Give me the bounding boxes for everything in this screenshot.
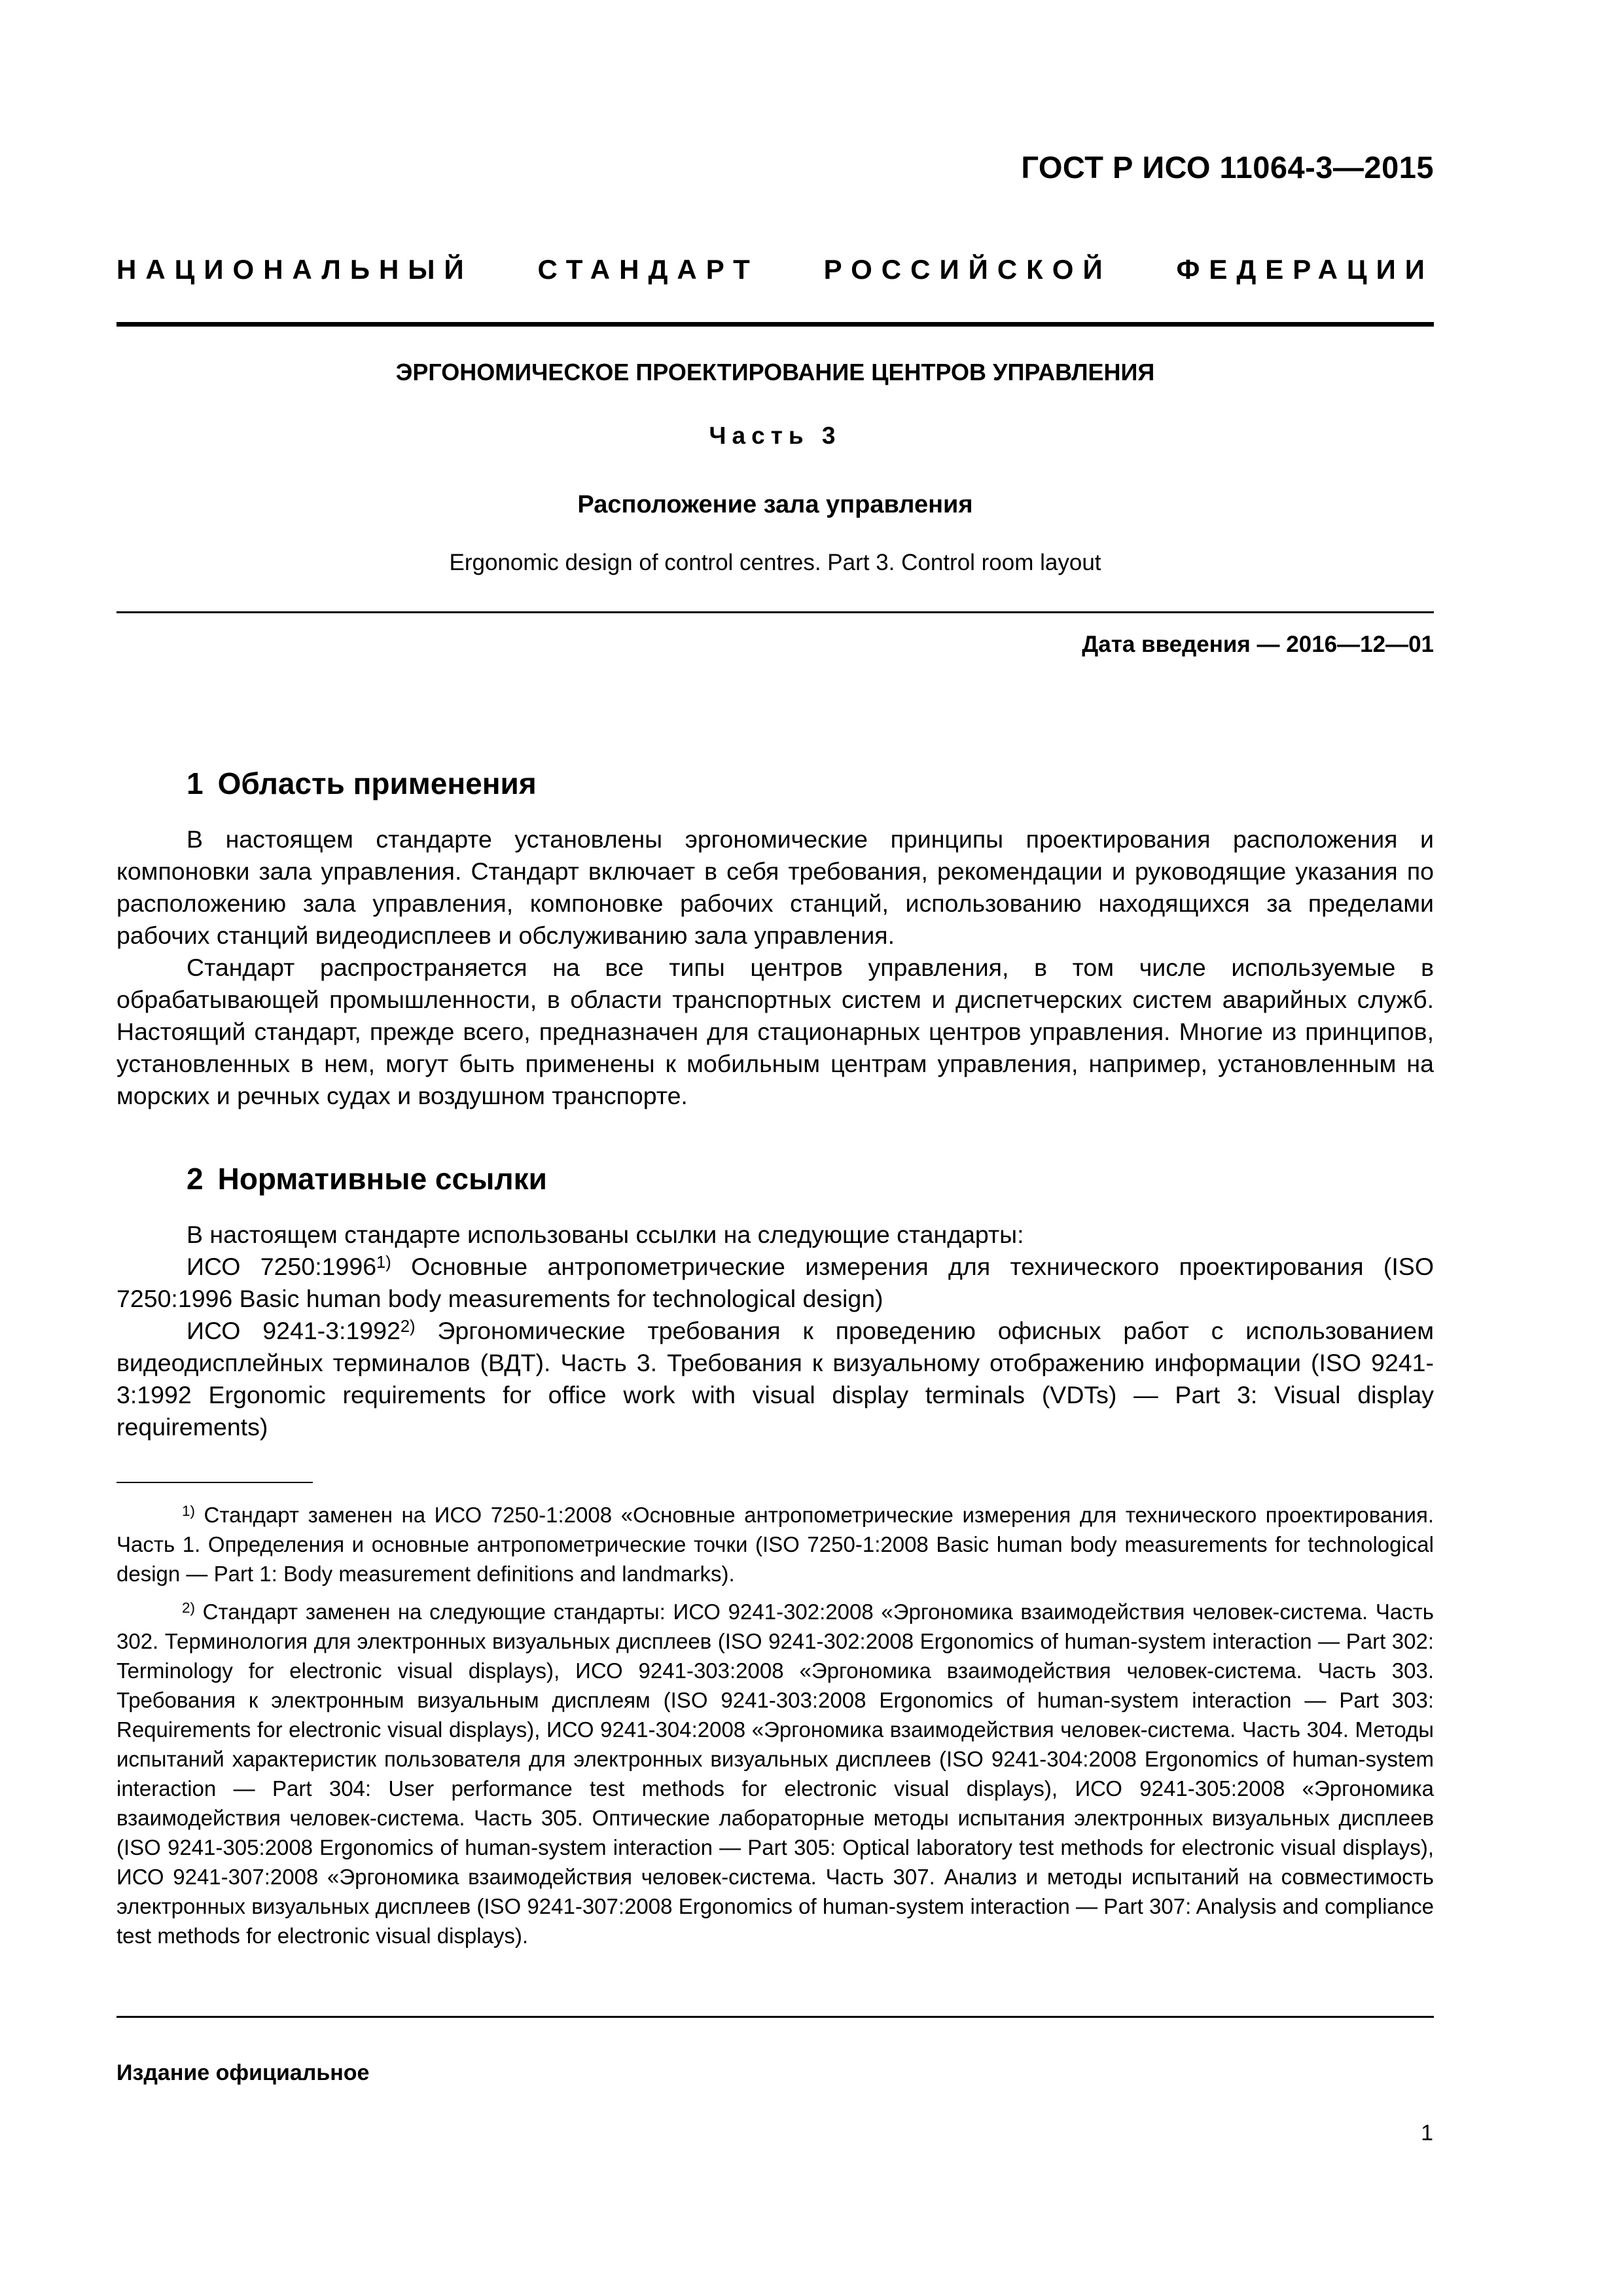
document-title: ЭРГОНОМИЧЕСКОЕ ПРОЕКТИРОВАНИЕ ЦЕНТРОВ УПРАВЛЕНИЯ: [395, 359, 1155, 386]
introduction-date: Дата введения — 2016—12—01: [1082, 632, 1434, 657]
section-2-heading: [187, 1161, 547, 1196]
footnote-text: Стандарт заменен на ИСО 7250-1:2008 «Основные антропометрические измерения для технического проектирования. Часть 1. Определения и основные антропометрические точки (ISO 7250-1:2008 Basic human body measurements for technological design — Part 1: Body measurement definitions and landmarks).: [116, 1503, 1434, 1586]
paragraph: В настоящем стандарте использованы ссылки на следующие стандарты:: [187, 1221, 1024, 1248]
section-1-heading: [187, 766, 537, 801]
footnote-text: Стандарт заменен на следующие стандарты: ИСО 9241-302:2008 «Эргономика взаимодействия человек-система. Часть 302. Терминология для электронных визуальных дисплеев (ISO 9241-302:2008 Ergonomics of human-system interaction — Part 302: Terminology for electronic visual displays), ИСО 9241-303:2008 «Эргономика взаимодействия человек-система. Часть 303. Требования к электронным визуальным дисплеям (ISO 9241-303:2008 Ergonomics of human-system interaction — Part 303: Requirements for electronic visual displays), ИСО 9241-304:2008 «Эргономика взаимодействия человек-система. Часть 304. Методы испытаний характеристик пользователя для электронных визуальных дисплеев (ISO 9241-304:2008 Ergonomics of human-system interaction — Part 304: User performance test methods for electronic visual displays), ИСО 9241-305:2008 «Эргономика взаимодействия человек-система. Часть 305. Оптические лабораторные методы испытания электронных визуальных дисплеев (ISO 9241-305:2008 Ergonomics of human-system interaction — Part 305: Optical laboratory test methods for electronic visual displays), ИСО 9241-307:2008 «Эргономика взаимодействия человек-система. Часть 307. Анализ и методы испытаний на совместимость электронных визуальных дисплеев (ISO 9241-307:2008 Ergonomics of human-system interaction — Part 307: Analysis and compliance test methods for electronic visual displays).: [116, 1600, 1434, 1948]
footnote-mark: 2): [182, 1599, 195, 1616]
footnotes: [116, 1500, 1434, 1959]
footnote-ref[interactable]: 2): [400, 1317, 416, 1336]
header-rule: [116, 322, 1434, 327]
section-number: 1: [187, 766, 204, 800]
reference-code: ИСО 9241-3:1992: [187, 1317, 401, 1344]
official-edition-label: Издание официальное: [116, 2060, 370, 2085]
title-rule: [116, 611, 1434, 613]
footnote: [116, 1597, 1434, 1950]
normative-reference: [116, 1315, 1434, 1443]
standard-number: ГОСТ Р ИСО 11064-3—2015: [1021, 150, 1434, 185]
footnote-ref[interactable]: 1): [376, 1253, 391, 1272]
footnote-mark: 1): [182, 1502, 195, 1519]
part-label: Часть 3: [709, 422, 842, 449]
paragraph: Стандарт распространяется на все типы центров управления, в том числе используемые в обрабатывающей промышленности, в области транспортных систем и диспетчерских систем аварийных служб. Настоящий стандарт, прежде всего, предназначен для стационарных центров управления. Многие из принципов, установленных в нем, могут быть применены к мобильным центрам управления, например, установленным на морских и речных судах и воздушном транспорте.: [116, 954, 1434, 1109]
reference-text: Основные антропометрические измерения для технического проектирования (ISO 7250:1996 Basic human body measurements for technological design): [116, 1253, 1434, 1312]
page-number: 1: [1421, 2121, 1433, 2145]
footnote-separator: [116, 1482, 313, 1483]
section-1-body: [116, 823, 1434, 1112]
footer-rule: [116, 2016, 1434, 2018]
reference-code: ИСО 7250:1996: [187, 1253, 377, 1280]
section-title: Нормативные ссылки: [217, 1162, 547, 1196]
reference-text: Эргономические требования к проведению офисных работ с использованием видеодисплейных терминалов (ВДТ). Часть 3. Требования к визуальному отображению информации (ISO 9241-3:1992 Ergonomic requirements for office work with visual display terminals (VDTs) — Part 3: Visual display requirements): [116, 1317, 1435, 1441]
document-subtitle: Расположение зала управления: [577, 491, 973, 518]
normative-reference: [116, 1251, 1434, 1315]
english-title: Ergonomic design of control centres. Part 3. Control room layout: [449, 550, 1101, 575]
section-number: 2: [187, 1162, 204, 1196]
section-title: Область применения: [217, 766, 537, 800]
section-2-body: [116, 1219, 1434, 1443]
national-standard-banner: НАЦИОНАЛЬНЫЙ СТАНДАРТ РОССИЙСКОЙ ФЕДЕРАЦИИ: [116, 254, 1434, 285]
footnote: [116, 1500, 1434, 1588]
paragraph: В настоящем стандарте установлены эргономические принципы проектирования расположения и компоновки зала управления. Стандарт включает в себя требования, рекомендации и руководящие указания по расположению зала управления, компоновке рабочих станций, использованию находящихся за пределами рабочих станций видеодисплеев и обслуживанию зала управления.: [116, 825, 1434, 949]
